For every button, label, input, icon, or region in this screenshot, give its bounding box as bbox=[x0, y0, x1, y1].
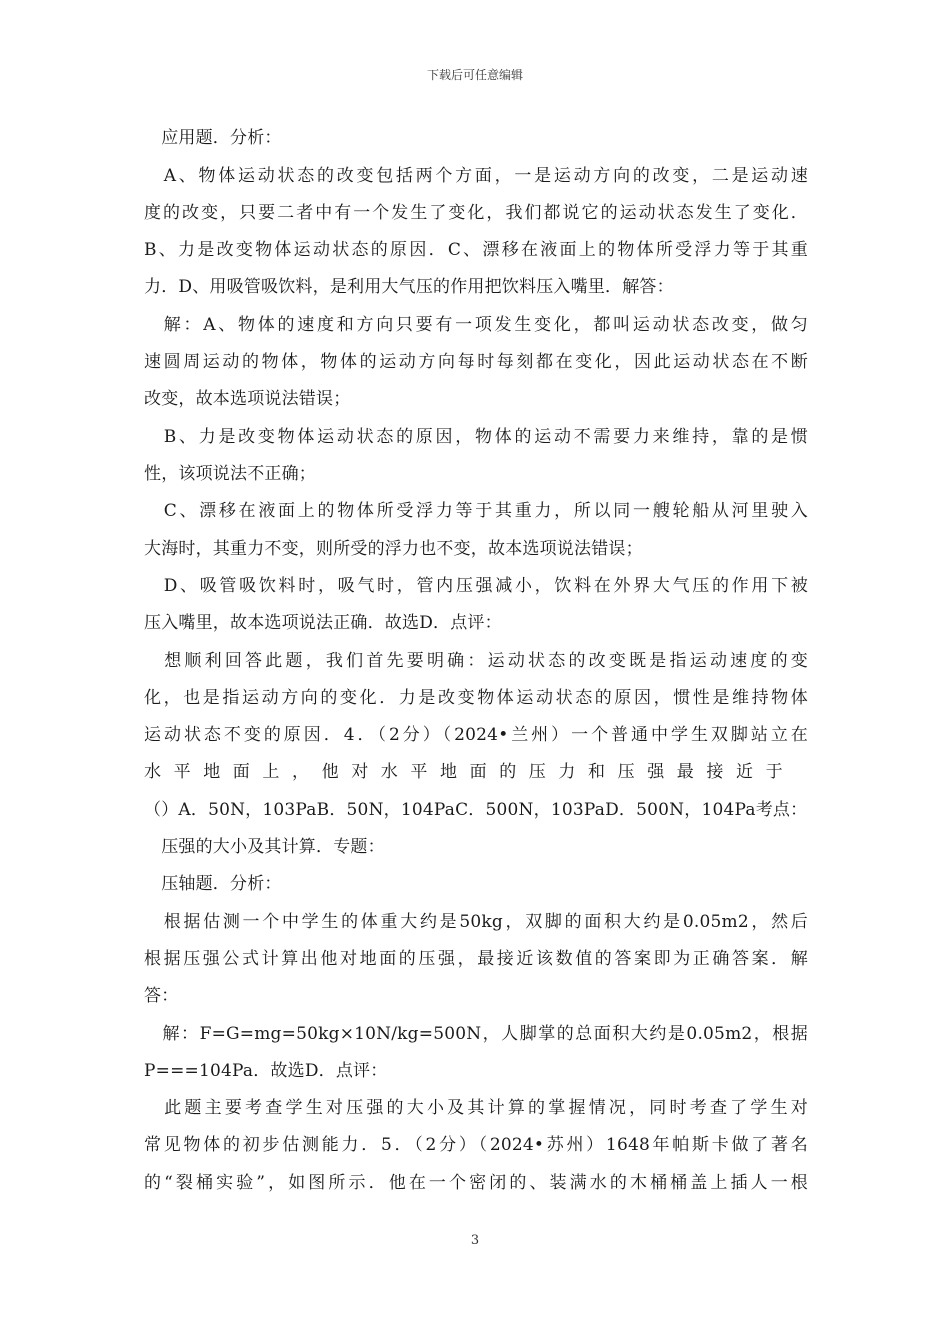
page-header: 下载后可任意编辑 bbox=[426, 68, 523, 82]
text-line: C、漂移在液面上的物体所受浮力等于其重力，所以同一艘轮船从河里驶入 bbox=[144, 501, 808, 521]
text-line: 压轴题．分析： bbox=[144, 874, 282, 894]
text-line: 性，该项说法不正确； bbox=[144, 464, 316, 484]
text-line: 常见物体的初步估测能力．5．（2分）（2024•苏州）1648年帕斯卡做了著名 bbox=[144, 1135, 808, 1155]
text-line: 水平地面上，他对水平地面的压力和压强最接近于 bbox=[144, 762, 796, 782]
text-line: A、物体运动状态的改变包括两个方面，一是运动方向的改变，二是运动速 bbox=[144, 166, 808, 186]
text-line: 度的改变，只要二者中有一个发生了变化，我们都说它的运动状态发生了变化． bbox=[144, 203, 808, 223]
text-line: 改变，故本选项说法错误； bbox=[144, 389, 351, 409]
text-line: 应用题．分析： bbox=[144, 128, 282, 148]
text-line: 速圆周运动的物体，物体的运动方向每时每刻都在变化，因此运动状态在不断 bbox=[144, 352, 808, 372]
text-line: 想顺利回答此题，我们首先要明确：运动状态的改变既是指运动速度的变 bbox=[144, 651, 808, 671]
text-line: 化，也是指运动方向的变化．力是改变物体运动状态的原因，惯性是维持物体 bbox=[144, 688, 808, 708]
text-line: B、力是改变物体运动状态的原因，物体的运动不需要力来维持，靠的是惯 bbox=[144, 427, 808, 447]
text-line: 力．D、用吸管吸饮料，是利用大气压的作用把饮料压入嘴里．解答： bbox=[144, 277, 674, 297]
page-number: 3 bbox=[470, 1233, 480, 1248]
text-line: （）A．50N，103PaB．50N，104PaC．500N，103PaD．500N，104Pa考点： bbox=[144, 800, 808, 820]
text-line: 答： bbox=[144, 986, 179, 1006]
text-line: P===104Pa．故选D．点评： bbox=[144, 1061, 388, 1081]
text-line: 此题主要考查学生对压强的大小及其计算的掌握情况，同时考查了学生对 bbox=[144, 1098, 808, 1118]
text-line: 根据压强公式计算出他对地面的压强，最接近该数值的答案即为正确答案．解 bbox=[144, 949, 808, 969]
text-line: 压强的大小及其计算．专题： bbox=[144, 837, 385, 857]
text-line: 的“裂桶实验”，如图所示．他在一个密闭的、装满水的木桶桶盖上插人一根 bbox=[144, 1173, 808, 1193]
text-line: 大海时，其重力不变，则所受的浮力也不变，故本选项说法错误； bbox=[144, 539, 643, 559]
text-line: 压入嘴里，故本选项说法正确．故选D．点评： bbox=[144, 613, 502, 633]
text-line: D、吸管吸饮料时，吸气时，管内压强减小，饮料在外界大气压的作用下被 bbox=[144, 576, 808, 596]
text-line: 解：F=G=mg=50kg×10N/kg=500N，人脚掌的总面积大约是0.05m2，根据 bbox=[144, 1024, 808, 1044]
text-line: 解：A、物体的速度和方向只要有一项发生变化，都叫运动状态改变，做匀 bbox=[144, 315, 808, 335]
text-line: B、力是改变物体运动状态的原因．C、漂移在液面上的物体所受浮力等于其重 bbox=[144, 240, 808, 260]
text-line: 运动状态不变的原因．4．（2分）（2024•兰州）一个普通中学生双脚站立在 bbox=[144, 725, 808, 745]
text-line: 根据估测一个中学生的体重大约是50kg，双脚的面积大约是0.05m2，然后 bbox=[144, 912, 808, 932]
